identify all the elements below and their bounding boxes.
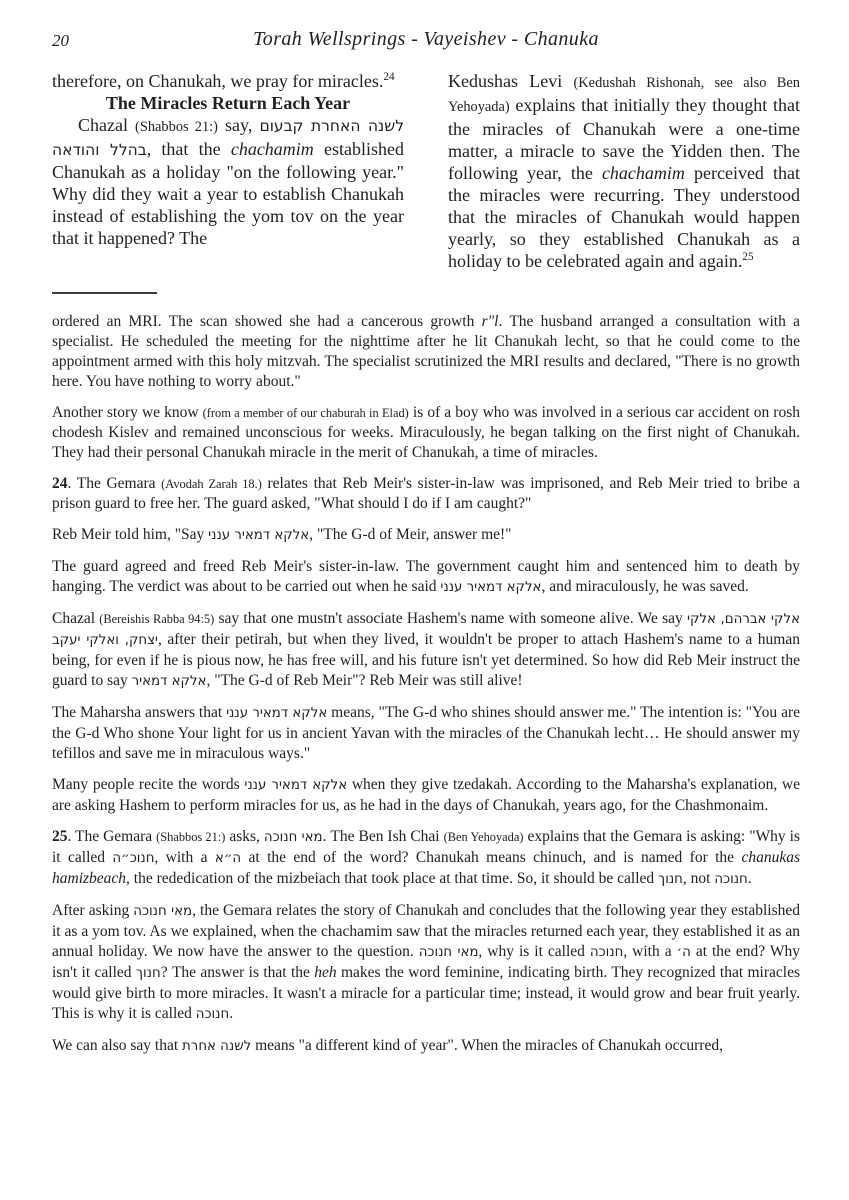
right-column [448,70,800,272]
page-header [52,28,800,56]
paragraph-continuation: therefore, on Chanukah, we pray for miracles.$^{24}$ [52,71,395,91]
footnote-25-paragraph: 25. The Gemara (Shabbos 21:) asks, מאי חנוכה. The Ben Ish Chai (Ben Yehoyada) explains that the Gemara is asking: "Why is it called חנוכ״ה, with a ה״א at the end of the word? Chanukah means chinuch, and is named for the chanukas hamizbeach, the rededication of the mizbeiach that took place at that time. So, it should be called חנוך, not חנוכה. [52,828,800,887]
main-text-columns [52,70,800,272]
footnote-25-paragraph: After asking מאי חנוכה, the Gemara relates the story of Chanukah and concludes that the following year they established it as a yom tov. As we explained, when the chachamim saw that the miracles returned each year, they established it as an annual holiday. We now have the answer to the question. מאי חנוכה, why is it called חנוכה, with a ה׳ at the end? Why isn't it called חנוך? The answer is that the heh makes the word feminine, indicating birth. They recognized that miracles would give birth to more miracles. It wasn't a miracle for a particular time; instead, it would grow and bear fruit yearly. This is why it is called חנוכה. [52,902,800,1022]
footnote-continuation-paragraph: Another story we know (from a member of our chaburah in Elad) is of a boy who was involved in a serious car accident on rosh chodesh Kislev and remained unconscious for weeks. Miraculously, he began talking on the first night of Chanukah. They had their personal Chanukah miracle in the merit of Chanukah, a time of miracles. [52,404,800,461]
paragraph-chazal: Chazal (Shabbos 21:) say, לשנה האחרת קבעום בהלל והודאה, that the chachamim established Chanukah as a holiday "on the following year." Why did they wait a year to establish Chanukah instead of establishing the yom tov on the year that it happened? The [52,115,405,248]
page-number: 20 [52,31,69,50]
left-column [52,70,404,272]
footnote-continuation-paragraph: ordered an MRI. The scan showed she had a cancerous growth r"l. The husband arranged a consultation with a specialist. He scheduled the meeting for the nighttime after he lit Chanukah lecht, so that he could come to the appointment armed with this holy mitzvah. The specialist scrutinized the MRI results and declared, "There is no growth here. You have nothing to worry about." [52,313,800,390]
footnote-24-paragraph: Reb Meir told him, "Say אלקא דמאיר ענני, "The G-d of Meir, answer me!" [52,526,512,543]
paragraph-kedushas-levi: Kedushas Levi (Kedushah Rishonah, see also Ben Yehoyada) explains that initially they thought that the miracles of Chanukah were a one-time matter, a miracle to save the Yidden then. The following year, the chachamim perceived that the miracles were recurring. They understood that the miracles of Chanukah would happen yearly, so they established Chanukah as a holiday to be celebrated again and again.$^{25}$ [448,71,800,271]
footnote-24-paragraph: The Maharsha answers that אלקא דמאיר ענני means, "The G-d who shines should answer me." The intention is: "You are the G-d Who shone Your light for us in ancient Yavan with the miracles of the Chanukah lecht… He should answer my tefillos and save me in miraculous ways." [52,704,800,762]
section-heading: The Miracles Return Each Year [105,93,351,113]
footnote-24-paragraph: Many people recite the words אלקא דמאיר ענני when they give tzedakah. According to the Maharsha's explanation, we are asking Hashem to perform miracles for us, as he had in the days of Chanukah, years ago, for the Chashmonaim. [52,776,801,814]
footnote-24-paragraph: Chazal (Bereishis Rabba 94:5) say that one mustn't associate Hashem's name with someone alive. We say אלקי אברהם, אלקי יצחק, ואלקי יעקב, after their petirah, but when they lived, it wouldn't be proper to attach Hashem's name to a human being, for even if he is pious now, he has free will, and his future isn't yet determined. So how did Reb Meir instruct the guard to say אלקא דמאיר, "The G-d of Reb Meir"? Reb Meir was still alive! [52,610,800,689]
footnotes-section [52,312,800,1057]
page-title: Torah Wellsprings - Vayeishev - Chanuka [253,28,599,50]
footnote-separator-rule [52,292,157,294]
footnote-24-paragraph: The guard agreed and freed Reb Meir's sister-in-law. The government caught him and sentenced him to death by hanging. The verdict was about to be carried out when he said אלקא דמאיר ענני, and miraculously, he was saved. [52,558,800,595]
footnote-24-paragraph: 24. The Gemara (Avodah Zarah 18.) relates that Reb Meir's sister-in-law was imprisoned, and Reb Meir tried to bribe a prison guard to free her. The guard asked, "What should I do if I am caught?" [52,475,800,512]
footnote-25-paragraph: We can also say that לשנה אחרת means "a different kind of year". When the miracles of Chanukah occurred, [52,1037,723,1054]
